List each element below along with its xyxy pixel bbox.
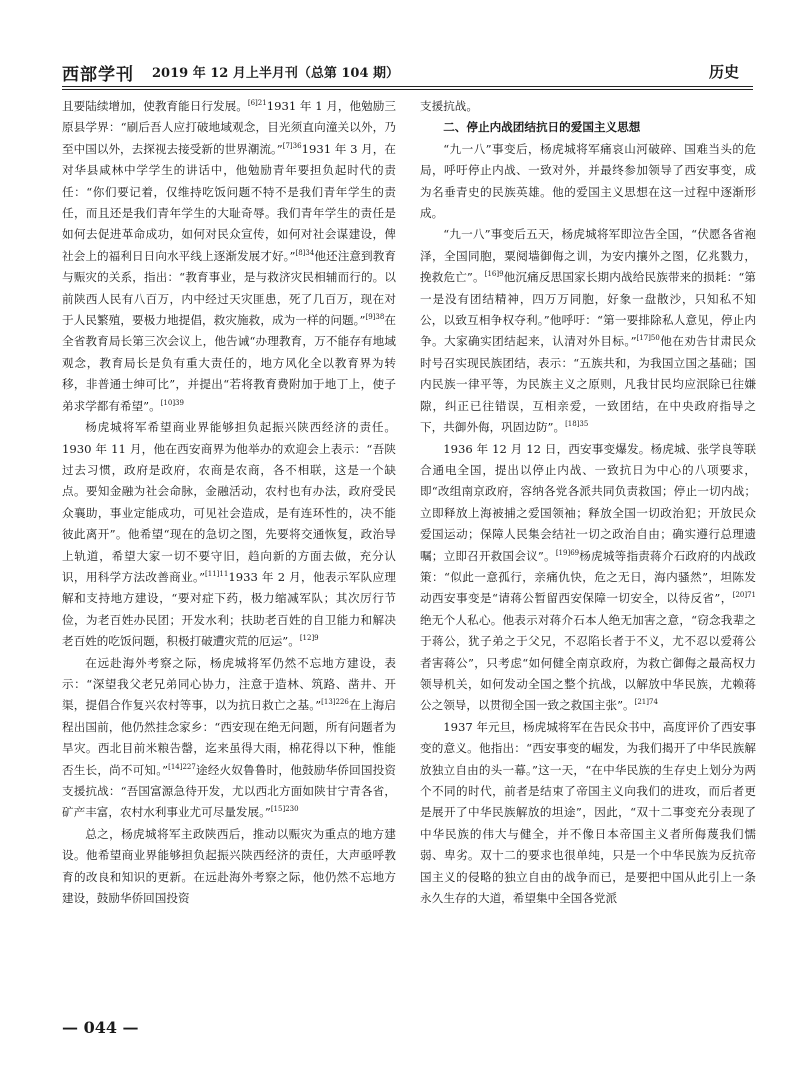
citation: [13]226 bbox=[321, 698, 349, 707]
right-column bbox=[420, 96, 756, 909]
journal-logo: 西部学刊 bbox=[62, 65, 134, 85]
paragraph: 在远赴海外考察之际，杨虎城将军仍然不忘地方建设，表示：“深望我父老兄弟同心协力，注意于造林、筑路、凿井、开渠，提倡合作复兴农村等事，以为抗日救亡之基。”$^{[13]226}$在上海启程出国前，他仍然挂念家乡：“西安现在绝无问题，所有问题者为旱灾。西北目前米粮告罄，迄来虽得大雨，棉花得以下种，惟能否生长，尚不可知。”$^{[14]227}$途经火奴鲁鲁时，他鼓励华侨回国投资支援抗战：“吾国富源急待开发，尤以西北方面如陕甘宁青各省，矿产丰富，农村水利事业尤可尽量发展。”$^{[15]230}$ bbox=[62, 655, 396, 820]
citation: [12]9 bbox=[299, 634, 319, 643]
left-column bbox=[62, 96, 396, 909]
citation: [7]36 bbox=[282, 141, 302, 150]
issue-info: 2019 年 12 月上半月刊（总第 104 期） bbox=[152, 66, 400, 81]
header-rule-thin bbox=[62, 89, 753, 90]
citation: [11]11 bbox=[205, 570, 229, 579]
page-header bbox=[62, 60, 753, 84]
citation: [15]230 bbox=[270, 805, 299, 814]
paragraph: 总之，杨虎城将军主政陕西后，推动以赈灾为重点的地方建设。他希望商业界能够担负起振兴陕西经济的责任，大声亟呼教育的改良和知识的更新。在远赴海外考察之际，他仍然不忘地方建设，鼓励华侨回国投资 bbox=[62, 826, 396, 906]
paragraph: “九一八”事变后，杨虎城将军痛哀山河破碎、国难当头的危局，呼吁停止内战、一致对外，并最终参加领导了西安事变，成为名垂青史的民族英雄。他的爱国主义思想在这一过程中逐渐形成。 bbox=[420, 141, 756, 221]
page-number: — 044 — bbox=[62, 1018, 139, 1037]
paragraph: 且要陆续增加，使教育能日行发展。$^{[6]21}$1931 年 1 月，他勉励三原县学界：“刷后吾人应打破地域观念，目光须直向潼关以外，乃至中国以外，去探视去接受新的世界潮流。”$^{[7]36}$1931 年 3 月，在对华县咸林中学学生的讲话中，他勉励青年要担负起时代的责任：“你们要记着，仅维持吃饭问题不特不是我们青年学生的责任，而且还是我们青年学生的大耻奇辱。我们青年学生的责任是如何去促进革命成功，如何对民众宣传，如何对社会谋建设，俾社会上的福利日日向水平线上逐渐发展才好。”$^{[8]34}$他还注意到教育与赈灾的关系，指出：“教育事业，是与救济灾民相辅而行的。以前陕西人民有八百万，内中经过天灾匪患，死了几百万，现在对于人民繁殖，要极力地提倡，救灾施救，成为一样的问题。”$^{[9]38}$在全省教育局长第三次会议上，他告诫“办理教育，万不能存有地域观念，教育局长是负有重大责任的，地方风化全以教育界为转移，非普通士绅可比”，并提出“若将教育费附加于地丁上，使子弟求学都有希望”。$^{[10]39}$ bbox=[62, 99, 396, 413]
citation: [6]21 bbox=[247, 99, 267, 108]
citation: [16]9 bbox=[484, 270, 504, 279]
citation: [20]71 bbox=[732, 591, 756, 600]
paragraph: 杨虎城将军希望商业界能够担负起振兴陕西经济的责任。1930 年 11 月，他在西安商界为他举办的欢迎会上表示：“吾陕过去习惯，政府是政府，农商是农商，各不相联，这是一个缺点。要知金融为社会命脉，金融活动，农村也有办法，政府受民众襄助，事业定能成功，可见社会造成，是有连环性的，决不能彼此离开”。他希望“现在的急切之图，先要将交通恢复，政治导上轨道，希望大家一切不要守旧，趋向新的方面去做，充分认识，用科学方法改善商业。”$^{[11]11}$1933 年 2 月，他表示军队应理解和支持地方建设，“要对症下药，极力缩减军队；其次厉行节俭，为老百姓办民团；开发水利；扶助老百姓的自卫能力和解决老百姓的吃饭问题，积极打破遭灾荒的厄运”。$^{[12]9}$ bbox=[62, 420, 396, 649]
citation: [21]74 bbox=[634, 698, 658, 707]
citation: [9]38 bbox=[365, 313, 385, 322]
paragraph: “九一八”事变后五天，杨虎城将军即泣告全国，“伏愿各省袍泽，全国同胞，粟阋墙御侮之训，为安内攘外之图，亿兆戮力，挽救危亡”。$^{[16]9}$他沉痛反思国家长期内战给民族带来的损耗：“第一是没有团结精神，四万万同胞，好象一盘散沙，只知私不知公，以致互相争权夺利。”他呼吁：“第一要排除私人意见，停止内争。大家确实团结起来，认清对外目标。”$^{[17]50}$他在劝告甘肃民众时号召实现民族团结，表示：“五族共和，为我国立国之基础；国内民族一律平等，为民族主义之原则，凡我甘民均应泯除已往嫌隙，纠正已往错误，互相亲爱，一致团结，在中央政府指导之下，共御外侮，巩固边防”。$^{[18]35}$ bbox=[420, 227, 756, 435]
citation: [17]50 bbox=[636, 334, 660, 343]
header-rule bbox=[62, 86, 753, 87]
citation: [19]69 bbox=[555, 548, 580, 557]
citation: [10]39 bbox=[160, 398, 184, 407]
citation: [18]35 bbox=[565, 420, 589, 429]
citation: [8]34 bbox=[295, 248, 315, 257]
paragraph: 1936 年 12 月 12 日，西安事变爆发。杨虎城、张学良等联合通电全国，提出以停止内战、一致抗日为中心的八项要求，即“改组南京政府，容纳各党各派共同负责救国；停止一切内战；立即释放上海被捕之爱国领袖；释放全国一切政治犯；开放民众爱国运动；保障人民集会结社一切之政治自由；确实遵行总理遗嘱；立即召开救国会议”。$^{[19]69}$杨虎城等指责蒋介石政府的内战政策：“似此一意孤行，亲痛仇快，危之无日，海内骚然”，坦陈发动西安事变是“请蒋公暂留西安保障一切安全，以待反省”，$^{[20]71}$绝无个人私心。他表示对蒋介石本人绝无加害之意，“窃念我辈之于蒋公，犹子弟之于父兄，不忍陷长者于不义，尤不忍以爱蒋公者害蒋公”，只考虑“如何健全南京政府，为救亡御侮之最高权力领导机关，如何发动全国之整个抗战，以解放中华民族，尤赖蒋公之领导，以贯彻全国一致之救国主张”。$^{[21]74}$ bbox=[420, 441, 756, 713]
citation: [14]227 bbox=[168, 762, 196, 771]
paragraph: 1937 年元旦，杨虎城将军在告民众书中，高度评价了西安事变的意义。他指出：“西安事变的崛发，为我们揭开了中华民族解放独立自由的头一幕。”这一天，“在中华民族的生存史上划分为两个不同的时代，前者是结束了帝国主义向我们的进攻，而后者更是展开了中华民族解放的坦途”，因此，“双十二事变充分表现了中华民族的伟大与健全，并不像日本帝国主义者所侮蔑我们懦弱、卑劣。双十二的要求也很单纯，只是一个中华民族为反抗帝国主义的侵略的独立自由的战争而已，是要把中国从此引上一条永久生存的大道，希望集中全国各党派 bbox=[420, 719, 756, 906]
section-heading: 二、停止内战团结抗日的爱国主义思想 bbox=[443, 120, 641, 135]
section-label: 历史 bbox=[708, 63, 739, 81]
paragraph: 支援抗战。 bbox=[420, 99, 478, 113]
